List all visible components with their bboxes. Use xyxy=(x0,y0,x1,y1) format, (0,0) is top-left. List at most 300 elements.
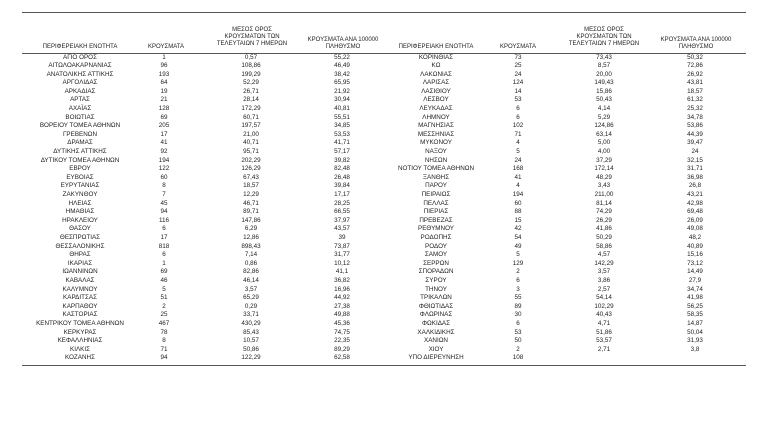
avg-cell: 48,29 xyxy=(596,173,612,181)
per100k-cell: 15,16 xyxy=(687,251,703,259)
table-row xyxy=(0,329,768,338)
table-row xyxy=(0,191,768,200)
table-row xyxy=(0,311,768,320)
per100k-cell: 66,55 xyxy=(334,208,350,216)
per100k-cell: 53,53 xyxy=(334,130,350,138)
per100k-cell: 34,85 xyxy=(334,122,350,130)
cases-cell: 14 xyxy=(514,87,522,95)
region-cell: ΗΡΑΚΛΕΙΟΥ xyxy=(62,216,98,224)
cases-cell: 73 xyxy=(514,53,522,61)
avg-cell: 108,86 xyxy=(241,62,261,70)
avg-cell: 63,14 xyxy=(596,130,612,138)
table-row xyxy=(0,320,768,329)
region-cell: ΑΧΑΪΑΣ xyxy=(68,105,92,113)
region-cell: ΠΕΙΡΑΙΩΣ xyxy=(421,191,451,198)
per100k-cell: 38,42 xyxy=(334,70,350,78)
header-avg-line1: ΜΕΣΟΣ ΟΡΟΣ xyxy=(584,27,624,33)
avg-cell: 26,29 xyxy=(596,216,612,224)
cases-cell: 194 xyxy=(158,156,170,164)
header-per100k-right xyxy=(661,37,732,51)
cases-cell: 53 xyxy=(514,96,522,104)
per100k-cell: 36,98 xyxy=(687,173,703,181)
avg-cell: 20,00 xyxy=(596,70,612,78)
cases-cell: 129 xyxy=(512,259,524,267)
avg-cell: 10,57 xyxy=(243,337,259,345)
cases-cell: 4 xyxy=(516,182,520,190)
avg-cell: 149,43 xyxy=(594,79,614,87)
table-row xyxy=(0,62,768,71)
cases-cell: 71 xyxy=(160,345,168,353)
region-cell: ΛΕΣΒΟΥ xyxy=(423,96,449,104)
cases-cell: 8 xyxy=(162,182,166,190)
header-avg-line1: ΜΕΣΟΣ ΟΡΟΣ xyxy=(232,27,272,33)
region-cell: ΚΑΛΥΜΝΟΥ xyxy=(62,285,98,293)
cases-cell: 53 xyxy=(514,328,522,336)
avg-cell: 51,86 xyxy=(596,328,612,336)
header-avg-line3: ΤΕΛΕΥΤΑΙΩΝ 7 ΗΜΕΡΩΝ xyxy=(568,41,640,48)
header-avg-line2: ΚΡΟΥΣΜΑΤΩΝ ΤΩΝ xyxy=(576,34,632,41)
region-cell: ΛΑΚΩΝΙΑΣ xyxy=(420,70,452,78)
table-row xyxy=(0,251,768,260)
cases-cell: 89 xyxy=(514,302,522,310)
avg-cell: 50,29 xyxy=(596,233,612,241)
avg-cell: 40,43 xyxy=(596,311,612,319)
region-cell: ΚΟΡΙΝΘΙΑΣ xyxy=(418,53,454,61)
cases-cell: 78 xyxy=(160,328,168,336)
cases-cell: 1 xyxy=(162,53,166,61)
avg-cell: 21,00 xyxy=(243,130,259,138)
table-row xyxy=(0,346,768,355)
region-cell: ΑΝΑΤΟΛΙΚΗΣ ΑΤΤΙΚΗΣ xyxy=(46,70,114,78)
region-cell: ΑΓΙΟ ΟΡΟΣ xyxy=(63,53,97,61)
region-cell: ΔΥΤΙΚΗΣ ΑΤΤΙΚΗΣ xyxy=(53,148,107,156)
avg-cell: 60,71 xyxy=(243,113,259,121)
cases-cell: 818 xyxy=(158,242,170,250)
header-cases-right: ΚΡΟΥΣΜΑΤΑ xyxy=(500,44,536,50)
cases-cell: 467 xyxy=(158,319,170,327)
region-cell: ΒΟΙΩΤΙΑΣ xyxy=(65,113,95,121)
per100k-cell: 50,32 xyxy=(687,53,703,61)
per100k-cell: 89,29 xyxy=(334,345,350,353)
table-row xyxy=(0,122,768,131)
per100k-cell: 44,39 xyxy=(687,130,703,138)
cases-cell: 55 xyxy=(514,294,522,302)
region-cell: ΝΗΣΩΝ xyxy=(424,156,448,164)
region-cell: ΡΟΔΟΥ xyxy=(425,242,447,250)
cases-cell: 25 xyxy=(160,311,168,319)
cases-cell: 6 xyxy=(162,251,166,259)
region-cell: ΘΗΡΑΣ xyxy=(69,251,91,259)
avg-cell: 4,57 xyxy=(597,251,611,259)
cases-cell: 194 xyxy=(512,191,524,198)
cases-cell: 71 xyxy=(514,130,522,138)
avg-cell: 82,86 xyxy=(243,268,259,276)
avg-cell: 4,14 xyxy=(597,105,611,113)
region-cell: ΑΡΚΑΔΙΑΣ xyxy=(64,87,96,95)
per100k-cell: 73,87 xyxy=(334,242,350,250)
avg-cell: 4,00 xyxy=(597,148,611,156)
table-row xyxy=(0,88,768,97)
per100k-cell: 17,17 xyxy=(334,191,350,198)
avg-cell: 6,29 xyxy=(244,225,258,233)
cases-cell: 17 xyxy=(160,233,168,241)
cases-cell: 168 xyxy=(512,165,524,173)
cases-cell: 108 xyxy=(512,354,524,362)
table-body xyxy=(0,54,768,363)
header-avg-line2: ΚΡΟΥΣΜΑΤΩΝ ΤΩΝ xyxy=(224,34,280,41)
per100k-cell: 62,58 xyxy=(334,354,350,362)
per100k-cell: 43,21 xyxy=(687,191,703,198)
avg-cell: 40,71 xyxy=(243,139,259,147)
per100k-cell: 43,57 xyxy=(334,225,350,233)
region-cell: ΠΕΛΛΑΣ xyxy=(423,199,449,207)
region-cell: ΘΑΣΟΥ xyxy=(69,225,91,233)
avg-cell: 172,14 xyxy=(594,165,614,173)
avg-cell: 3,57 xyxy=(244,285,258,293)
cases-cell: 8 xyxy=(162,337,166,345)
cases-cell: 30 xyxy=(514,311,522,319)
per100k-cell: 49,08 xyxy=(687,225,703,233)
cases-cell: 6 xyxy=(516,105,520,113)
region-cell: ΕΥΡΥΤΑΝΙΑΣ xyxy=(60,182,100,190)
region-cell: ΝΑΞΟΥ xyxy=(425,148,447,156)
cases-cell: 50 xyxy=(514,337,522,345)
region-cell: ΣΥΡΟΥ xyxy=(425,276,447,284)
cases-cell: 2 xyxy=(516,345,520,353)
table-row xyxy=(0,217,768,226)
region-cell: ΓΡΕΒΕΝΩΝ xyxy=(62,130,98,138)
avg-cell: 7,14 xyxy=(244,251,258,259)
region-cell: ΚΩ xyxy=(431,62,441,70)
region-cell: ΚΑΒΑΛΑΣ xyxy=(65,276,95,284)
avg-cell: 211,00 xyxy=(594,191,614,198)
cases-cell: 24 xyxy=(514,70,522,78)
cases-cell: 42 xyxy=(514,225,522,233)
avg-cell: 2,57 xyxy=(597,285,611,293)
table-bottom-border xyxy=(22,365,746,366)
cases-cell: 122 xyxy=(158,165,170,173)
region-cell: ΚΕΦΑΛΛΗΝΙΑΣ xyxy=(57,337,103,345)
cases-cell: 41 xyxy=(160,139,168,147)
table-row xyxy=(0,354,768,363)
table-row xyxy=(0,208,768,217)
table-row xyxy=(0,260,768,269)
region-cell: ΜΑΓΝΗΣΙΑΣ xyxy=(418,122,454,130)
header-per100k-line1: ΚΡΟΥΣΜΑΤΑ ΑΝΑ 100000 xyxy=(307,37,379,43)
avg-cell: 3,86 xyxy=(597,276,611,284)
region-cell: ΘΕΣΣΑΛΟΝΙΚΗΣ xyxy=(55,242,105,250)
per100k-cell: 14,49 xyxy=(687,268,703,276)
per100k-cell: 3,8 xyxy=(690,345,700,353)
region-cell: ΗΛΕΙΑΣ xyxy=(68,199,92,207)
per100k-cell: 55,22 xyxy=(334,53,350,61)
per100k-cell: 37,97 xyxy=(334,216,350,224)
region-cell: ΛΕΥΚΑΔΑΣ xyxy=(419,105,453,113)
avg-cell: 26,71 xyxy=(243,87,259,95)
cases-cell: 128 xyxy=(158,105,170,113)
header-region-right: ΠΕΡΙΦΕΡΕΙΑΚΗ ΕΝΟΤΗΤΑ xyxy=(398,44,474,50)
table-row xyxy=(0,105,768,114)
per100k-cell: 72,86 xyxy=(687,62,703,70)
table-row xyxy=(0,286,768,295)
region-cell: ΦΩΚΙΔΑΣ xyxy=(422,319,450,327)
header-per100k-line2: ΠΛΗΘΥΣΜΟ xyxy=(678,44,714,51)
table-row xyxy=(0,79,768,88)
region-cell: ΒΟΡΕΙΟΥ ΤΟΜΕΑ ΑΘΗΝΩΝ xyxy=(39,122,121,130)
avg-cell: 74,29 xyxy=(596,208,612,216)
avg-cell: 122,29 xyxy=(241,354,261,362)
region-cell: ΡΕΘΥΜΝΟΥ xyxy=(418,225,454,233)
avg-cell: 5,29 xyxy=(597,113,611,121)
region-cell: ΚΑΣΤΟΡΙΑΣ xyxy=(62,311,98,319)
per100k-cell: 69,48 xyxy=(687,208,703,216)
per100k-cell: 10,12 xyxy=(334,259,350,267)
table-row xyxy=(0,294,768,303)
header-cases-left: ΚΡΟΥΣΜΑΤΑ xyxy=(148,44,184,50)
region-cell: ΞΑΝΘΗΣ xyxy=(422,173,450,181)
cases-cell: 2 xyxy=(516,268,520,276)
table-row xyxy=(0,54,768,63)
table-row xyxy=(0,96,768,105)
avg-cell: 126,29 xyxy=(241,165,261,173)
region-cell: ΥΠΟ ΔΙΕΡΕΥΝΗΣΗ xyxy=(408,354,464,362)
region-cell: ΛΗΜΝΟΥ xyxy=(422,113,450,121)
per100k-cell: 44,92 xyxy=(334,294,350,302)
avg-cell: 15,86 xyxy=(596,87,612,95)
cases-cell: 41 xyxy=(514,173,522,181)
cases-cell: 102 xyxy=(512,122,524,130)
avg-cell: 0,57 xyxy=(244,53,258,61)
cases-cell: 193 xyxy=(158,70,170,78)
header-avg-line3: ΤΕΛΕΥΤΑΙΩΝ 7 ΗΜΕΡΩΝ xyxy=(216,41,288,48)
avg-cell: 50,86 xyxy=(243,345,259,353)
cases-cell: 60 xyxy=(160,173,168,181)
region-cell: ΚΑΡΔΙΤΣΑΣ xyxy=(63,294,97,302)
region-cell: ΧΑΝΙΩΝ xyxy=(424,337,448,345)
region-cell: ΕΥΒΟΙΑΣ xyxy=(66,173,94,181)
avg-cell: 41,86 xyxy=(596,225,612,233)
header-avg-right xyxy=(569,27,639,49)
per100k-cell: 26,8 xyxy=(688,182,702,190)
region-cell: ΔΡΑΜΑΣ xyxy=(67,139,93,147)
per100k-cell: 40,89 xyxy=(687,242,703,250)
cases-cell: 7 xyxy=(162,191,166,198)
table-row xyxy=(0,277,768,286)
avg-cell: 8,57 xyxy=(597,62,611,70)
per100k-cell: 42,98 xyxy=(687,199,703,207)
per100k-cell: 18,57 xyxy=(687,87,703,95)
region-cell: ΜΥΚΟΝΟΥ xyxy=(420,139,452,147)
avg-cell: 67,43 xyxy=(243,173,259,181)
cases-cell: 19 xyxy=(160,87,168,95)
table-row xyxy=(0,114,768,123)
per100k-cell: 65,95 xyxy=(334,79,350,87)
header-per100k-left xyxy=(308,37,379,51)
cases-cell: 94 xyxy=(160,354,168,362)
cases-cell: 51 xyxy=(160,294,168,302)
per100k-cell: 16,96 xyxy=(334,285,350,293)
table-row xyxy=(0,157,768,166)
region-cell: ΦΛΩΡΙΝΑΣ xyxy=(419,311,453,319)
avg-cell: 172,29 xyxy=(241,105,261,113)
cases-cell: 69 xyxy=(160,268,168,276)
per100k-cell: 56,25 xyxy=(687,302,703,310)
table-row xyxy=(0,174,768,183)
cases-cell: 49 xyxy=(514,242,522,250)
avg-cell: 430,29 xyxy=(241,319,261,327)
per100k-cell: 40,81 xyxy=(334,105,350,113)
per100k-cell: 31,77 xyxy=(334,251,350,259)
avg-cell: 37,29 xyxy=(596,156,612,164)
cases-cell: 92 xyxy=(160,148,168,156)
avg-cell: 124,86 xyxy=(594,122,614,130)
per100k-cell: 39,82 xyxy=(334,156,350,164)
per100k-cell: 39,84 xyxy=(334,182,350,190)
per100k-cell: 26,92 xyxy=(687,70,703,78)
region-cell: ΚΑΡΠΑΘΟΥ xyxy=(62,302,98,310)
region-cell: ΦΘΙΩΤΙΔΑΣ xyxy=(418,302,454,310)
region-cell: ΘΕΣΠΡΩΤΙΑΣ xyxy=(59,233,101,241)
table-row xyxy=(0,234,768,243)
per100k-cell: 61,32 xyxy=(687,96,703,104)
cases-cell: 96 xyxy=(160,62,168,70)
per100k-cell: 30,94 xyxy=(334,96,350,104)
cases-cell: 21 xyxy=(160,96,168,104)
avg-cell: 95,71 xyxy=(243,148,259,156)
avg-cell: 53,57 xyxy=(596,337,612,345)
region-cell: ΠΙΕΡΙΑΣ xyxy=(423,208,449,216)
avg-cell: 102,29 xyxy=(594,302,614,310)
avg-cell: 73,43 xyxy=(596,53,612,61)
region-cell: ΑΡΓΟΛΙΔΑΣ xyxy=(62,79,98,87)
region-cell: ΧΑΛΚΙΔΙΚΗΣ xyxy=(417,328,455,336)
cases-cell: 5 xyxy=(516,251,520,259)
per100k-cell: 55,51 xyxy=(334,113,350,121)
avg-cell: 46,71 xyxy=(243,199,259,207)
avg-cell: 46,14 xyxy=(243,276,259,284)
region-cell: ΙΩΑΝΝΙΝΩΝ xyxy=(62,268,98,276)
cases-cell: 6 xyxy=(162,225,166,233)
per100k-cell: 41,71 xyxy=(334,139,350,147)
region-cell: ΚΕΝΤΡΙΚΟΥ ΤΟΜΕΑ ΑΘΗΝΩΝ xyxy=(36,319,124,327)
per100k-cell: 82,48 xyxy=(334,165,350,173)
per100k-cell: 28,25 xyxy=(334,199,350,207)
region-cell: ΧΙΟΥ xyxy=(428,345,444,353)
avg-cell: 89,71 xyxy=(243,208,259,216)
region-cell: ΙΚΑΡΙΑΣ xyxy=(67,259,93,267)
region-cell: ΣΑΜΟΥ xyxy=(424,251,448,259)
table-row xyxy=(0,243,768,252)
cases-cell: 17 xyxy=(160,130,168,138)
per100k-cell: 27,38 xyxy=(334,302,350,310)
avg-cell: 18,57 xyxy=(243,182,259,190)
per100k-cell: 50,04 xyxy=(687,328,703,336)
per100k-cell: 31,71 xyxy=(687,165,703,173)
per100k-cell: 57,17 xyxy=(334,148,350,156)
header-avg-left xyxy=(217,27,287,49)
per100k-cell: 26,48 xyxy=(334,173,350,181)
per100k-cell: 58,35 xyxy=(687,311,703,319)
cases-cell: 5 xyxy=(516,148,520,156)
avg-cell: 147,86 xyxy=(241,216,261,224)
avg-cell: 0,29 xyxy=(244,302,258,310)
avg-cell: 33,71 xyxy=(243,311,259,319)
table-row xyxy=(0,182,768,191)
cases-cell: 64 xyxy=(160,79,168,87)
per100k-cell: 36,82 xyxy=(334,276,350,284)
avg-cell: 85,43 xyxy=(243,328,259,336)
region-cell: ΚΙΛΚΙΣ xyxy=(70,345,90,353)
cases-cell: 88 xyxy=(514,208,522,216)
per100k-cell: 74,75 xyxy=(334,328,350,336)
avg-cell: 202,29 xyxy=(241,156,261,164)
table-row xyxy=(0,225,768,234)
region-cell: ΣΠΟΡΑΔΩΝ xyxy=(418,268,454,276)
per100k-cell: 26,09 xyxy=(687,216,703,224)
avg-cell: 12,29 xyxy=(243,191,259,198)
cases-cell: 25 xyxy=(514,62,522,70)
avg-cell: 58,86 xyxy=(596,242,612,250)
cases-cell: 46 xyxy=(160,276,168,284)
per100k-cell: 45,36 xyxy=(334,319,350,327)
region-cell: ΡΟΔΟΠΗΣ xyxy=(420,233,452,241)
cases-cell: 5 xyxy=(162,285,166,293)
avg-cell: 197,57 xyxy=(241,122,261,130)
per100k-cell: 22,35 xyxy=(334,337,350,345)
region-cell: ΠΑΡΟΥ xyxy=(425,182,447,190)
per100k-cell: 39 xyxy=(338,233,346,241)
cases-cell: 3 xyxy=(516,285,520,293)
header-region-left: ΠΕΡΙΦΕΡΕΙΑΚΗ ΕΝΟΤΗΤΑ xyxy=(42,44,118,50)
header-per100k-line2: ΠΛΗΘΥΣΜΟ xyxy=(325,44,361,51)
per100k-cell: 21,92 xyxy=(334,87,350,95)
region-cell: ΚΕΡΚΥΡΑΣ xyxy=(63,328,97,336)
region-cell: ΑΡΤΑΣ xyxy=(70,96,90,104)
per100k-cell: 34,78 xyxy=(687,113,703,121)
avg-cell: 0,86 xyxy=(244,259,258,267)
table-row xyxy=(0,165,768,174)
avg-cell: 5,00 xyxy=(597,139,611,147)
cases-cell: 94 xyxy=(160,208,168,216)
cases-cell: 60 xyxy=(514,199,522,207)
table-row xyxy=(0,148,768,157)
per100k-cell: 49,88 xyxy=(334,311,350,319)
avg-cell: 142,29 xyxy=(594,259,614,267)
region-cell: ΚΟΖΑΝΗΣ xyxy=(65,354,95,362)
per100k-cell: 25,32 xyxy=(687,105,703,113)
table-row xyxy=(0,131,768,140)
region-cell: ΝΟΤΙΟΥ ΤΟΜΕΑ ΑΘΗΝΩΝ xyxy=(397,165,475,173)
cases-cell: 6 xyxy=(516,276,520,284)
per100k-cell: 73,12 xyxy=(687,259,703,267)
cases-cell: 6 xyxy=(516,319,520,327)
table-row xyxy=(0,303,768,312)
avg-cell: 3,57 xyxy=(597,268,611,276)
avg-cell: 199,29 xyxy=(241,70,261,78)
avg-cell: 52,29 xyxy=(243,79,259,87)
per100k-cell: 41,1 xyxy=(335,268,349,276)
table-top-border xyxy=(22,12,746,13)
table-row xyxy=(0,200,768,209)
per100k-cell: 27,9 xyxy=(688,276,702,284)
region-cell: ΛΑΡΙΣΑΣ xyxy=(422,79,450,87)
avg-cell: 28,14 xyxy=(243,96,259,104)
per100k-cell: 41,98 xyxy=(687,294,703,302)
region-cell: ΠΡΕΒΕΖΑΣ xyxy=(419,216,453,224)
avg-cell: 54,14 xyxy=(596,294,612,302)
table-row xyxy=(0,268,768,277)
per100k-cell: 31,93 xyxy=(687,337,703,345)
